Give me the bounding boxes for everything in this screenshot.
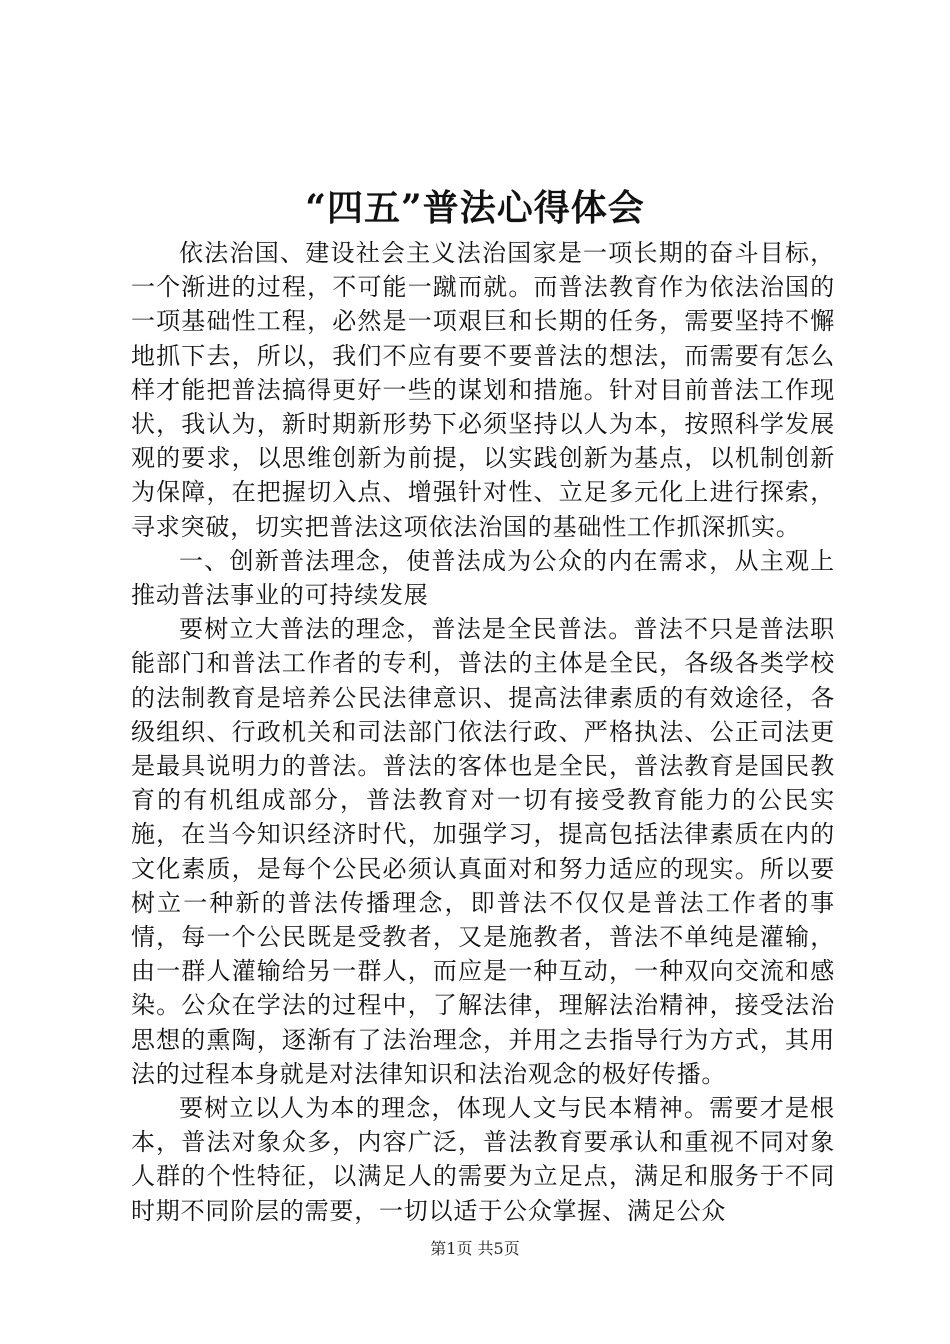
paragraph-intro: 依法治国、建设社会主义法治国家是一项长期的奋斗目标，一个渐进的过程，不可能一蹴而就。而普法教育作为依法治国的一项基础性工程，必然是一项艰巨和长期的任务，需要坚持不懈地抓下去，所以，我们不应有要不要普法的想法，而需要有怎么样才能把普法搞得更好一些的谋划和措施。针对目前普法工作现状，我认为，新时期新形势下必须坚持以人为本，按照科学发展观的要求，以思维创新为前提，以实践创新为基点，以机制创新为保障，在把握切入点、增强针对性、立足多元化上进行探索，寻求突破，切实把普法这项依法治国的基础性工作抓深抓实。 xyxy=(131,239,835,541)
section-heading-1: 一、创新普法理念，使普法成为公众的内在需求，从主观上推动普法事业的可持续发展 xyxy=(131,546,835,610)
paragraph-universal-law: 要树立大普法的理念，普法是全民普法。普法不只是普法职能部门和普法工作者的专利，普法的主体是全民，各级各类学校的法制教育是培养公民法律意识、提高法律素质的有效途径，各级组织、行政机关和司法部门依法行政、严格执法、公正司法更是最具说明力的普法。普法的客体也是全民，普法教育是国民教育的有机组成部分，普法教育对一切有接受教育能力的公民实施，在当今知识经济时代，加强学习，提高包括法律素质在内的文化素质，是每个公民必须认真面对和努力适应的现实。所以要树立一种新的普法传播理念，即普法不仅仅是普法工作者的事情，每一个公民既是受教者，又是施教者，普法不单纯是灌输，由一群人灌输给另一群人，而应是一种互动，一种双向交流和感染。公众在学法的过程中，了解法律，理解法治精神，接受法治思想的熏陶，逐渐有了法治理念，并用之去指导行为方式，其用法的过程本身就是对法律知识和法治观念的极好传播。 xyxy=(131,615,835,1088)
paragraph-people-oriented: 要树立以人为本的理念，体现人文与民本精神。需要才是根本，普法对象众多，内容广泛，普法教育要承认和重视不同对象人群的个性特征，以满足人的需要为立足点，满足和服务于不同时期不同阶层的需要，一切以适于公众掌握、满足公众 xyxy=(131,1094,835,1225)
document-title: “四五”普法心得体会 xyxy=(305,187,645,229)
document-body xyxy=(131,236,835,1228)
page-footer: 第1页 共5页 xyxy=(430,1239,520,1258)
